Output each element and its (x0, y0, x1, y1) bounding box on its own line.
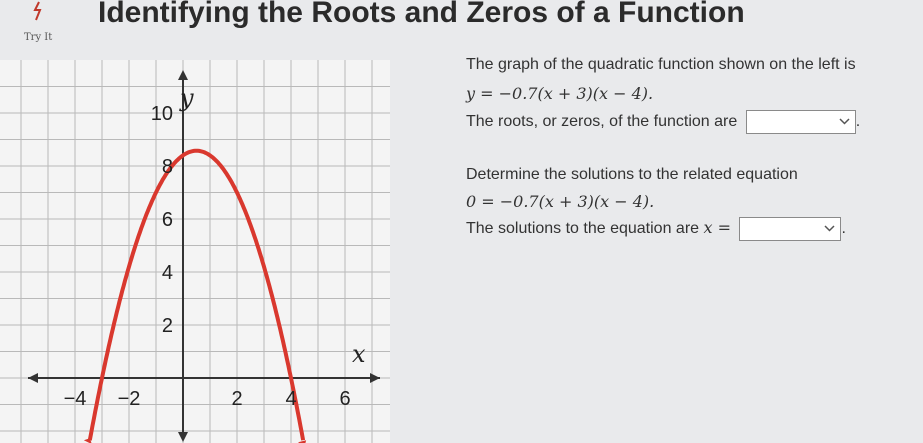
y-tick-label: 2 (161, 315, 173, 337)
solutions-period: . (841, 220, 846, 238)
y-tick-label: 4 (161, 262, 173, 284)
intro-text: The graph of the quadratic function shown on the left is (466, 56, 856, 73)
try-it-label: Try It (24, 32, 53, 43)
x-axis-label: x (352, 340, 366, 368)
chevron-down-icon (839, 118, 850, 125)
determine-text: Determine the solutions to the related equation (466, 166, 798, 183)
solutions-variable: x = (703, 218, 732, 238)
y-tick-label: 10 (150, 103, 173, 125)
x-tick-label: −4 (63, 388, 87, 410)
solutions-dropdown[interactable] (739, 217, 841, 241)
roots-dropdown[interactable] (746, 110, 856, 134)
y-tick-label: 6 (161, 209, 173, 231)
page-title: Identifying the Roots and Zeros of a Function (98, 0, 745, 29)
solutions-line (466, 217, 846, 241)
x-tick-label: 4 (285, 388, 297, 410)
graph-background (0, 60, 390, 443)
quadratic-graph (0, 60, 390, 443)
y-axis-label: y (180, 84, 194, 112)
roots-prompt: The roots, or zeros, of the function are (466, 113, 738, 131)
x-tick-label: 6 (339, 388, 351, 410)
related-equation: 0 = −0.7(x + 3)(x − 4). (466, 192, 655, 211)
x-tick-label: −2 (117, 388, 141, 410)
title-icon (30, 0, 46, 27)
y-tick-label: 8 (161, 156, 173, 178)
roots-period: . (855, 113, 861, 131)
chevron-down-icon (824, 225, 835, 232)
solutions-prompt: The solutions to the equation are (466, 220, 700, 238)
x-tick-label: 2 (231, 388, 243, 410)
function-equation: y = −0.7(x + 3)(x − 4). (466, 84, 654, 103)
roots-line (466, 110, 860, 134)
